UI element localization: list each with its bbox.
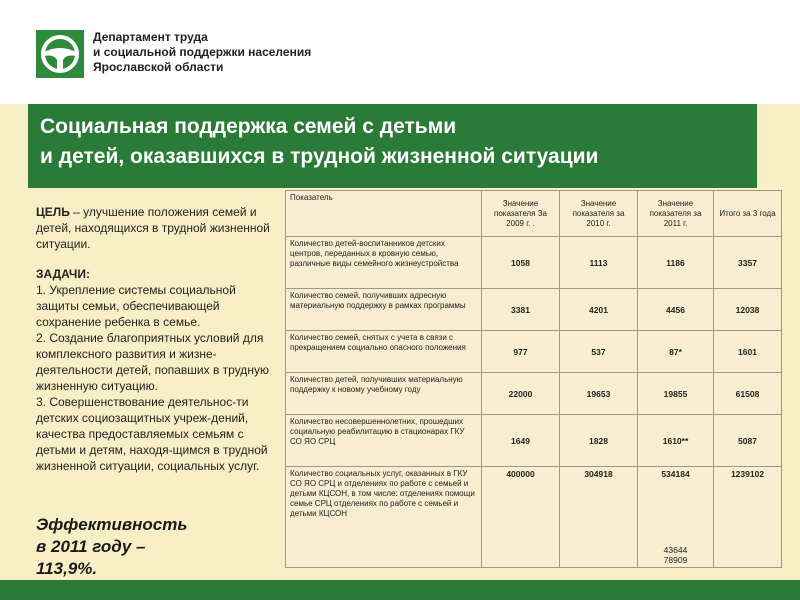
cell-2011: 1186 xyxy=(638,237,714,289)
footer-bar xyxy=(0,580,800,600)
table-header-row xyxy=(286,191,782,237)
cell-2009: 400000 xyxy=(482,467,560,568)
header-2011: Значение показателя за 2011 г. xyxy=(638,191,714,237)
row-indicator: Количество семей, снятых с учета в связи с прекращением социально опасного положения xyxy=(286,331,482,373)
cell-2010: 4201 xyxy=(560,289,638,331)
efficiency-line-3: 113,9%. xyxy=(36,559,98,578)
cell-2011: 19855 xyxy=(638,373,714,415)
title-bar xyxy=(28,104,757,188)
organization-name xyxy=(93,30,393,75)
cell-2009: 22000 xyxy=(482,373,560,415)
indicators-table xyxy=(285,190,782,568)
goal-label: ЦЕЛЬ xyxy=(36,205,70,219)
indicators-table-wrap xyxy=(285,190,781,568)
cell-2011-total: 534184 xyxy=(661,469,690,479)
header-2010: Значение показателя за 2010 г. xyxy=(560,191,638,237)
table-row xyxy=(286,415,782,467)
content-area xyxy=(0,104,800,580)
cell-2010: 19653 xyxy=(560,373,638,415)
table-row xyxy=(286,289,782,331)
cell-2010: 1828 xyxy=(560,415,638,467)
cell-2010: 537 xyxy=(560,331,638,373)
goal-text: – улучшение положения семей и детей, находящихся в трудной жизненной ситуации. xyxy=(36,205,270,251)
cell-2009: 1058 xyxy=(482,237,560,289)
task-item-3: 3. Совершенствование деятельнос-ти детских социозащитных учреж-дений, качества предоставляемых семьям с детьми и детям, находя-щимся в трудной жизненной ситуации, социальных услуг. xyxy=(36,395,268,473)
header-total: Итого за 3 года xyxy=(714,191,782,237)
cell-2010: 304918 xyxy=(560,467,638,568)
row-indicator: Количество детей-воспитанников детских центров, переданных в кровную семью, различные виды семейного жизнеустройства xyxy=(286,237,482,289)
cell-total: 12038 xyxy=(714,289,782,331)
task-item-1: 1. Укрепление системы социальной защиты семьи, обеспечивающей сохранение ребенка в семье. xyxy=(36,283,236,329)
cell-2009: 1649 xyxy=(482,415,560,467)
table-row xyxy=(286,467,782,568)
cell-2009: 977 xyxy=(482,331,560,373)
cell-total: 1239102 xyxy=(714,467,782,568)
slide-title-line-1: Социальная поддержка семей с детьми xyxy=(40,115,457,138)
cell-2011: 4456 xyxy=(638,289,714,331)
cell-total: 5087 xyxy=(714,415,782,467)
cell-2011-sub-2: 78909 xyxy=(663,555,688,565)
goal-paragraph xyxy=(36,204,272,252)
cell-total: 1601 xyxy=(714,331,782,373)
table-row xyxy=(286,331,782,373)
tasks-label: ЗАДАЧИ: xyxy=(36,267,90,281)
org-line-3: Ярославской области xyxy=(93,60,224,74)
cell-2011: 1610** xyxy=(638,415,714,467)
cell-total: 3357 xyxy=(714,237,782,289)
task-item-2: 2. Создание благоприятных условий для комплексного развития и жизне-деятельности детей, попавших в трудную жизненную ситуацию. xyxy=(36,331,269,393)
slide-title-line-2: и детей, оказавшихся в трудной жизненной ситуации xyxy=(40,145,599,168)
steering-wheel-logo-icon xyxy=(36,30,84,78)
row-indicator: Количество семей, получивших адресную материальную поддержку в рамках программы xyxy=(286,289,482,331)
cell-2011 xyxy=(638,467,714,568)
row-indicator: Количество несовершеннолетних, прошедших социальную реабилитацию в стационарах ГКУ СО ЯО СРЦ xyxy=(286,415,482,467)
org-line-2: и социальной поддержки населения xyxy=(93,45,312,59)
cell-2010: 1113 xyxy=(560,237,638,289)
header xyxy=(0,0,800,104)
header-2009: Значение показателя За 2009 г. . xyxy=(482,191,560,237)
row-indicator: Количество социальных услуг, оказанных в ГКУ СО ЯО СРЦ и отделениях по работе с семьей и детьми КЦСОН, в том числе: отделениях помощи семье СРЦ отделениях по работе с семьей и детьми КЦСОН xyxy=(286,467,482,568)
cell-total: 61508 xyxy=(714,373,782,415)
goals-column xyxy=(36,204,272,474)
cell-2011-sub-1: 43644 xyxy=(663,545,688,555)
row-indicator: Количество детей, получивших материальную поддержку к новому учебному году xyxy=(286,373,482,415)
efficiency-text xyxy=(36,514,266,580)
table-row xyxy=(286,373,782,415)
cell-2011: 87* xyxy=(638,331,714,373)
efficiency-line-2: в 2011 году – xyxy=(36,537,146,556)
efficiency-line-1: Эффективность xyxy=(36,515,188,534)
header-indicator: Показатель xyxy=(286,191,482,237)
table-row xyxy=(286,237,782,289)
cell-2009: 3381 xyxy=(482,289,560,331)
org-line-1: Департамент труда xyxy=(93,30,208,44)
